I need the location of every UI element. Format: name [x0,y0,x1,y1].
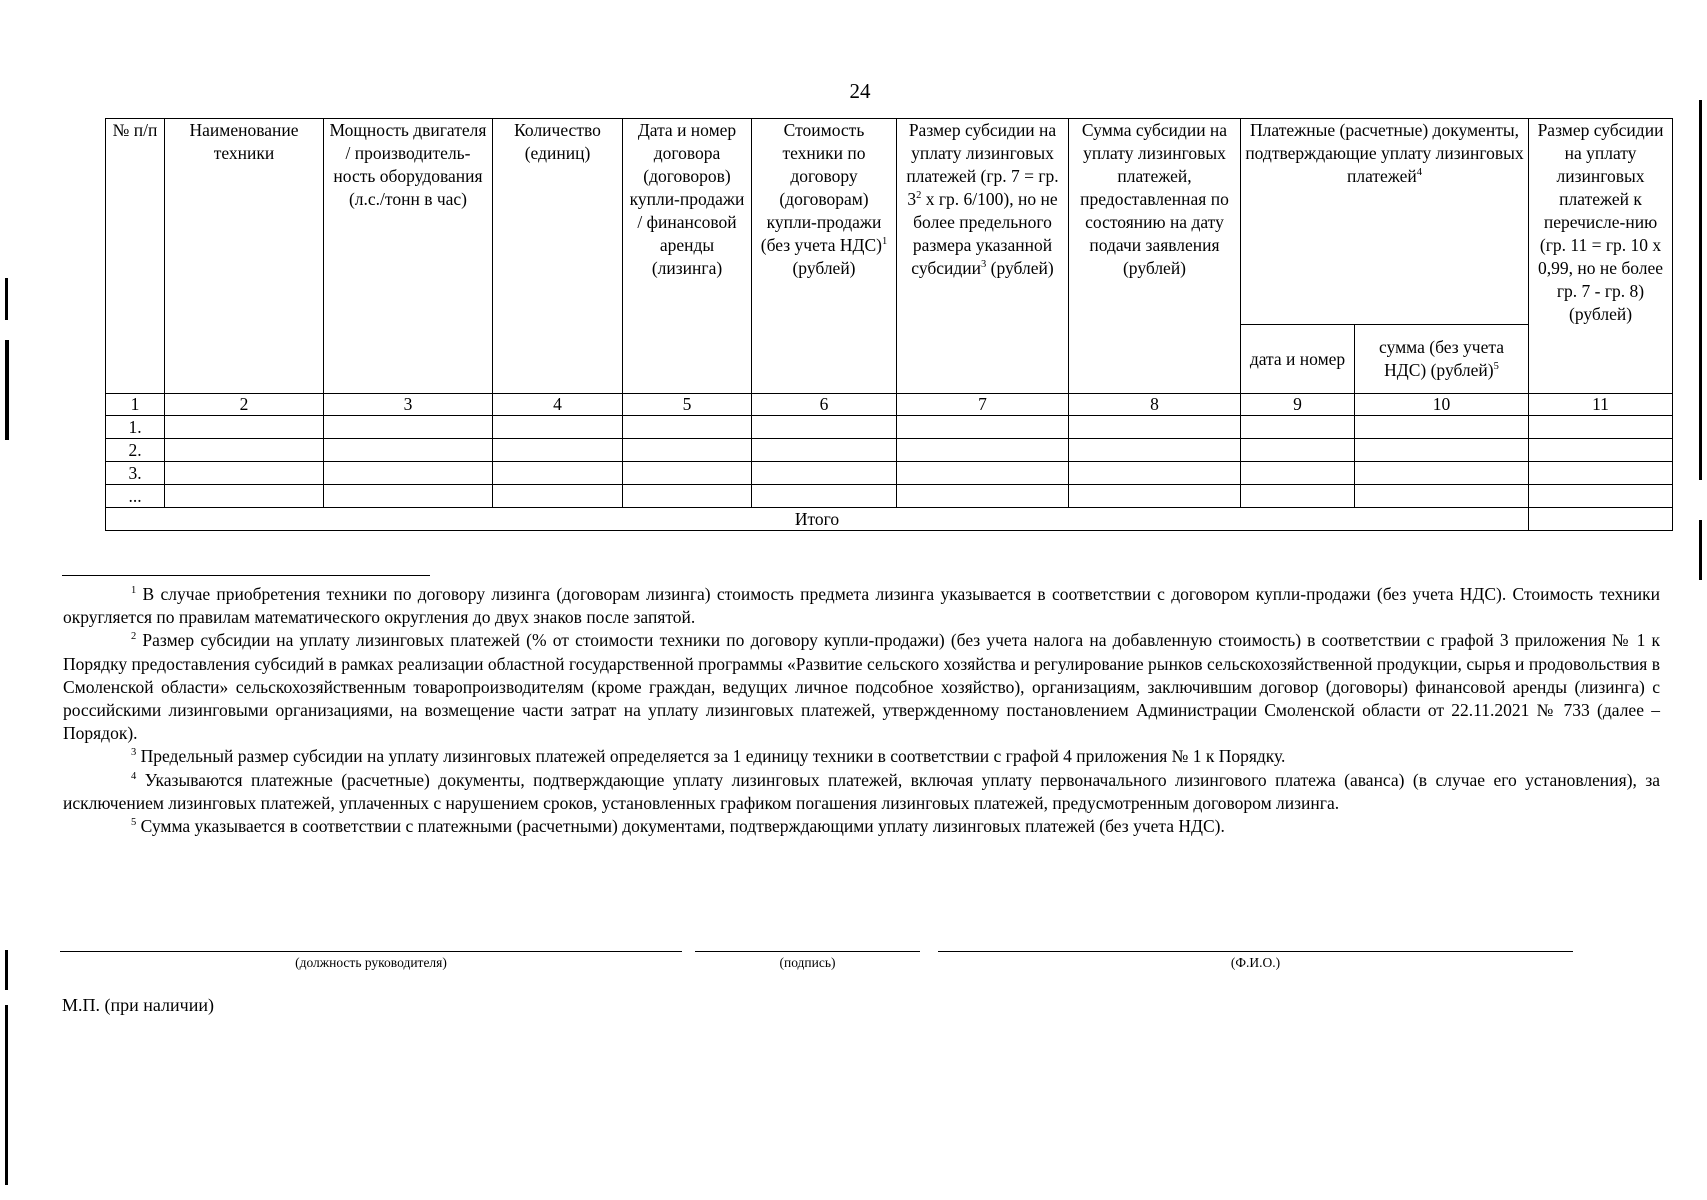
total-cell[interactable] [1529,508,1673,531]
column-number: 11 [1529,394,1673,416]
header-doc-date-number: дата и номер [1241,325,1355,394]
table-cell[interactable] [752,416,897,439]
table-cell[interactable] [1355,416,1529,439]
column-number: 9 [1241,394,1355,416]
column-number: 6 [752,394,897,416]
table-cell[interactable] [324,485,493,508]
table-cell[interactable] [623,485,752,508]
table-cell[interactable] [1355,462,1529,485]
column-numbers-row [106,394,1673,416]
table-cell[interactable] [1241,439,1355,462]
scan-margin-mark [5,340,9,440]
table-cell[interactable] [324,439,493,462]
table-cell[interactable] [493,416,623,439]
table-cell[interactable] [1529,416,1673,439]
table-cell[interactable] [752,485,897,508]
header-equipment-cost: Стоимость техники по договору (договорам) купли-продажи (без учета НДС)$^1$ (рублей) [752,119,897,394]
table-cell[interactable] [752,439,897,462]
table-row [106,485,1673,508]
name-signature-line[interactable] [938,951,1573,952]
row-number: 3. [106,462,165,485]
column-number: 5 [623,394,752,416]
table-cell[interactable] [897,485,1069,508]
header-doc-amount: сумма (без учета НДС) (рублей)$^5$ [1355,325,1529,394]
scan-margin-mark [5,950,8,990]
table-cell[interactable] [1355,485,1529,508]
table-row [106,416,1673,439]
column-number: 10 [1355,394,1529,416]
header-contract-date: Дата и номер договора (договоров) купли-продажи / финансовой аренды (лизинга) [623,119,752,394]
table-cell[interactable] [897,439,1069,462]
table-cell[interactable] [897,462,1069,485]
total-label: Итого [106,508,1529,531]
table-cell[interactable] [493,485,623,508]
stamp-label: М.П. (при наличии) [62,995,214,1015]
column-number: 4 [493,394,623,416]
table-cell[interactable] [324,416,493,439]
footnote: $^5$ Сумма указывается в соответствии с платежными (расчетными) документами, подтверждающими уплату лизинговых платежей (без учета НДС). [131,816,1225,837]
table-cell[interactable] [165,485,324,508]
table-cell[interactable] [1069,439,1241,462]
table-cell[interactable] [623,439,752,462]
table-cell[interactable] [493,462,623,485]
table-cell[interactable] [1529,439,1673,462]
position-label: (должность руководителя) [295,955,447,970]
table-cell[interactable] [165,439,324,462]
signature-label: (подпись) [779,955,836,970]
table-cell[interactable] [1355,439,1529,462]
scan-margin-mark [1699,100,1702,480]
scan-margin-mark [1699,520,1702,580]
footnote: $^1$ В случае приобретения техники по договору лизинга (договорам лизинга) стоимость предмета лизинга указывается в соответствии с договором купли-продажи (без учета НДС). Стоимость техники округляется по правилам математического округления до двух знаков после запятой. [63,584,1660,628]
table-cell[interactable] [623,416,752,439]
row-number: 2. [106,439,165,462]
scan-margin-mark [5,1005,8,1185]
table-cell[interactable] [1241,416,1355,439]
signature-line[interactable] [695,951,920,952]
column-number: 2 [165,394,324,416]
header-equipment-name: Наименование техники [165,119,324,394]
subsidy-table [105,118,1673,531]
table-cell[interactable] [1241,462,1355,485]
table-cell[interactable] [1069,485,1241,508]
table-cell[interactable] [1241,485,1355,508]
table-cell[interactable] [752,462,897,485]
header-engine-power: Мощность двигателя / производитель-ность оборудования (л.с./тонн в час) [324,119,493,394]
column-number: 8 [1069,394,1241,416]
table-cell[interactable] [1069,416,1241,439]
table-cell[interactable] [165,462,324,485]
table-cell[interactable] [1529,462,1673,485]
table-cell[interactable] [1529,485,1673,508]
header-quantity: Количество (единиц) [493,119,623,394]
header-subsidy-paid: Сумма субсидии на уплату лизинговых платежей, предоставленная по состоянию на дату подачи заявления (рублей) [1069,119,1241,394]
table-cell[interactable] [165,416,324,439]
table-cell[interactable] [623,462,752,485]
table-row [106,462,1673,485]
table-cell[interactable] [324,462,493,485]
table-cell[interactable] [897,416,1069,439]
position-signature-line[interactable] [60,951,682,952]
footnote: $^4$ Указываются платежные (расчетные) документы, подтверждающие уплату лизинговых платежей, включая уплату первоначального лизингового платежа (аванса) (в случае его установления), за исключением лизинговых платежей, уплаченных с нарушением сроков, установленных графиком погашения лизинговых платежей, предусмотренным договором лизинга. [63,769,1661,813]
total-row [106,508,1673,531]
header-subsidy-size: Размер субсидии на уплату лизинговых платежей (гр. 7 = гр. $3^2$ x гр. 6/100), но не более предельного размера указанной субсидии$^3$ (рублей) [897,119,1069,394]
page-number: 24 [849,79,871,103]
footnotes [63,583,1660,838]
column-number: 1 [106,394,165,416]
table-cell[interactable] [493,439,623,462]
row-number: ... [106,485,165,508]
footnote: $^2$ Размер субсидии на уплату лизинговых платежей (% от стоимости техники по договору купли-продажи) (без учета налога на добавленную стоимость) в соответствии с графой 3 приложения № 1 к Порядку предоставления субсидий в рамках реализации областной государственной программы «Развитие сельского хозяйства и регулирование рынков сельскохозяйственной продукции, сырья и продовольствия в Смоленской области» сельскохозяйственным товаропроизводителям (кроме граждан, ведущих личное подсобное хозяйство), организациям, заключившим договор (договоры) финансовой аренды (лизинга) с российскими лизинговыми организациями, на возмещение части затрат на уплату лизинговых платежей, утвержденному постановлением Администрации Смоленской области от 22.11.2021 № 733 (далее – Порядок). [63,630,1660,744]
header-number: № п/п [106,119,165,394]
header-payment-documents: Платежные (расчетные) документы, подтверждающие уплату лизинговых платежей$^4$ [1241,119,1529,325]
footnote-separator [62,575,430,576]
column-number: 7 [897,394,1069,416]
header-subsidy-transfer: Размер субсидии на уплату лизинговых платежей к перечисле-нию (гр. 11 = гр. 10 х 0,99, но не более гр. 7 - гр. 8) (рублей) [1529,119,1673,394]
column-number: 3 [324,394,493,416]
table-row [106,439,1673,462]
row-number: 1. [106,416,165,439]
table-cell[interactable] [1069,462,1241,485]
scan-margin-mark [5,278,8,320]
footnote: $^3$ Предельный размер субсидии на уплату лизинговых платежей определяется за 1 единицу техники в соответствии с графой 4 приложения № 1 к Порядку. [131,746,1286,767]
name-label: (Ф.И.О.) [1230,955,1281,970]
